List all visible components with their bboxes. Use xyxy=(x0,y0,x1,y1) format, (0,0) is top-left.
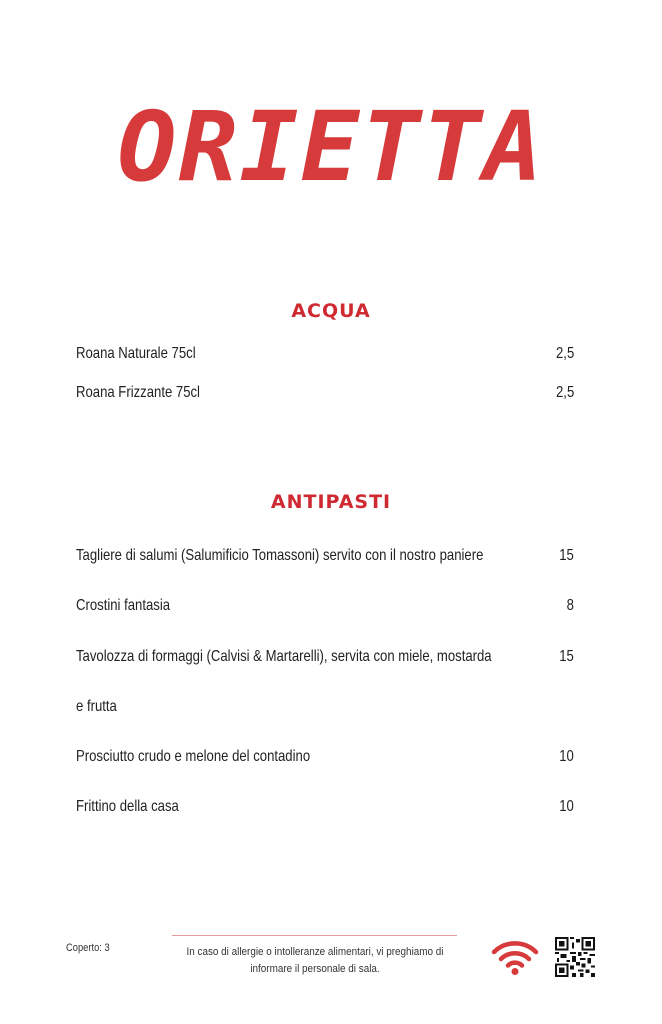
item-name: Frittino della casa xyxy=(76,798,179,815)
coperto-label: Coperto: 3 xyxy=(66,942,110,954)
item-price: 15 xyxy=(559,547,574,564)
section-title-acqua: ACQUA xyxy=(291,300,371,322)
allergy-note-line1: In caso di allergie o intolleranze alimentari, vi preghiamo di xyxy=(186,946,444,958)
item-price: 10 xyxy=(559,798,574,815)
item-name: Roana Naturale 75cl xyxy=(76,345,196,362)
item-name: Roana Frizzante 75cl xyxy=(76,384,200,401)
menu-item xyxy=(76,798,574,816)
allergy-note-line2: informare il personale di sala. xyxy=(250,963,380,975)
item-price: 8 xyxy=(566,597,574,614)
item-name: Crostini fantasia xyxy=(76,597,171,614)
item-name: Tavolozza di formaggi (Calvisi & Martarelli), servita con miele, mostarda xyxy=(76,648,492,665)
footer-divider xyxy=(172,935,457,936)
item-name: Tagliere di salumi (Salumificio Tomassoni) servito con il nostro paniere xyxy=(76,547,484,564)
wifi-icon xyxy=(490,938,540,976)
restaurant-title: ORIETTA xyxy=(117,91,545,203)
item-price: 2,5 xyxy=(555,345,574,362)
item-name: e frutta xyxy=(76,698,117,715)
item-price: 10 xyxy=(559,748,574,765)
menu-item xyxy=(76,384,574,402)
menu-item xyxy=(76,648,574,666)
menu-item xyxy=(76,597,574,615)
allergy-note xyxy=(176,944,455,978)
qr-code-icon[interactable] xyxy=(555,937,595,977)
section-title-antipasti: ANTIPASTI xyxy=(270,491,392,513)
item-name: Prosciutto crudo e melone del contadino xyxy=(76,748,311,765)
menu-item-continuation xyxy=(76,698,574,716)
item-price: 15 xyxy=(559,648,574,665)
item-price: 2,5 xyxy=(555,384,574,401)
menu-item xyxy=(76,345,574,363)
menu-item xyxy=(76,748,574,766)
menu-item xyxy=(76,547,574,565)
